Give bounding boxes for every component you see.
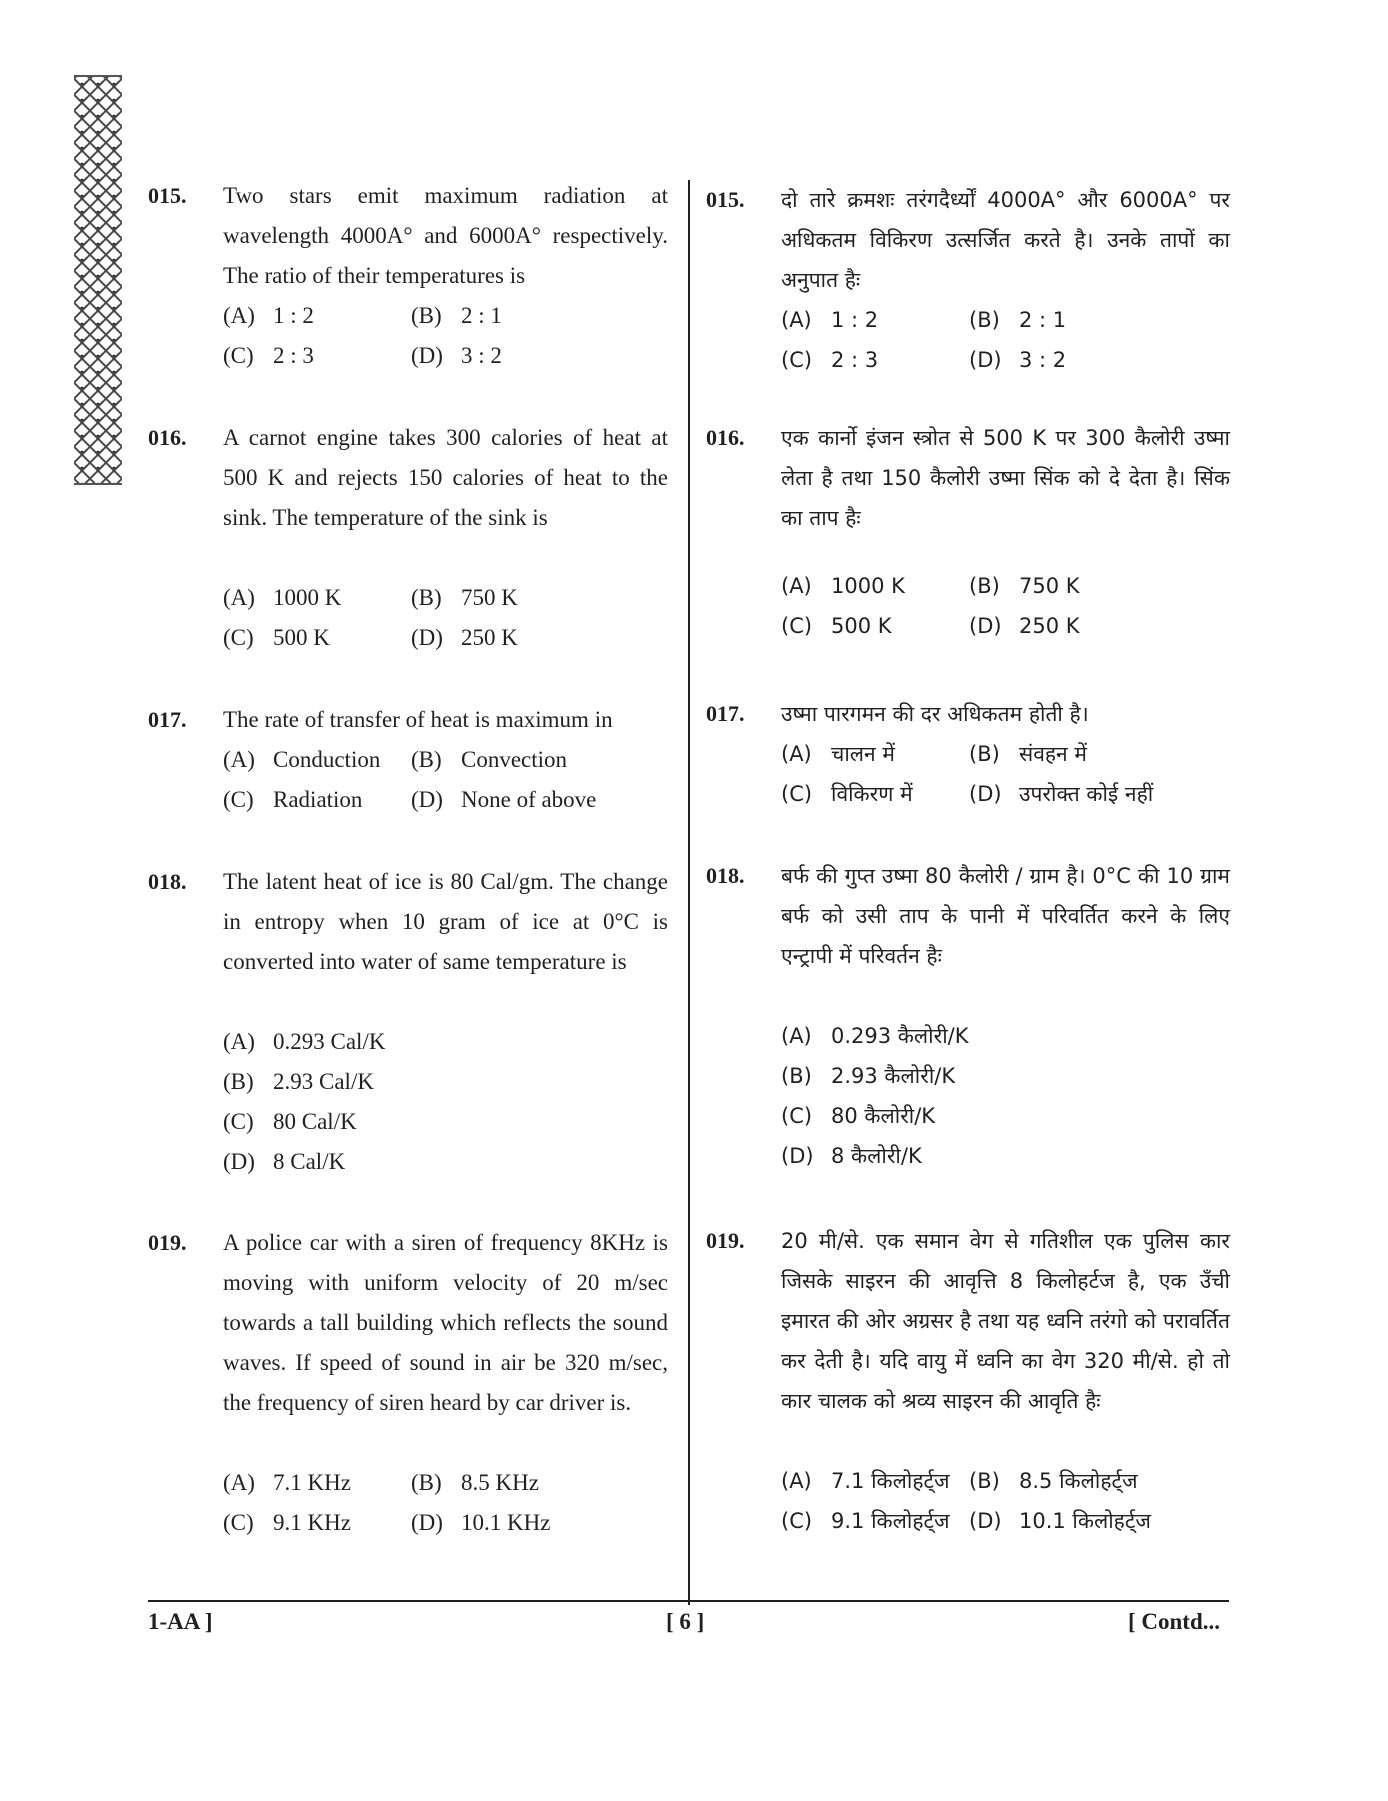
option-c: (C) 80 कैलोरी/K [781,1104,936,1128]
option-c: (C) विकिरण में [781,782,913,806]
question-number: 017. [706,701,745,726]
question-text: The rate of transfer of heat is maximum in [223,707,613,732]
options [781,1461,1230,1541]
question-number: 016. [706,425,745,450]
option-a: (A) चालन में [781,742,895,766]
option-b: (B) 2.93 कैलोरी/K [781,1064,956,1088]
question-number: 016. [148,425,187,450]
question-text: A police car with a siren of frequency 8KHz is moving with uniform velocity of 20 m/sec towards a tall building which reflects the sound waves. If speed of sound in air be 320 m/sec, the frequency of siren heard by car driver is. [223,1230,668,1415]
option-a: (A) 1 : 2 [781,308,879,332]
option-b: (B) Convection [411,747,568,772]
option-c: (C) 9.1 किलोहर्ट्ज [781,1509,950,1533]
option-a: (A) 1000 K [781,574,905,598]
option-a: (A) Conduction [223,747,381,772]
option-b: (B) 8.5 किलोहर्ट्ज [969,1469,1138,1493]
option-b: (B) 2.93 Cal/K [223,1069,374,1094]
option-d: (D) 250 K [411,625,518,650]
question-text: Two stars emit maximum radiation at wavelength 4000A° and 6000A° respectively. The ratio of their temperatures is [223,183,668,288]
question-number: 018. [706,863,745,888]
option-a: (A) 0.293 कैलोरी/K [781,1024,969,1048]
question-number: 018. [148,869,187,894]
options [223,296,668,376]
question-text: उष्मा पारगमन की दर अधिकतम होती है। [781,702,1089,726]
option-d: (D) 8 Cal/K [223,1149,346,1174]
option-d: (D) उपरोक्त कोई नहीं [969,782,1154,806]
question-text: The latent heat of ice is 80 Cal/gm. The change in entropy when 10 gram of ice at 0°C is converted into water of same temperature is [223,869,668,974]
question-text: 20 मी/से. एक समान वेग से गतिशील एक पुलिस कार जिसके साइरन की आवृत्ति 8 किलोहर्टज है, एक उँची इमारत की ओर अग्रसर है तथा यह ध्वनि तरंगो को परावर्तित कर देती है। यदि वायु में ध्वनि का वेग 320 मी/से. हो तो कार चालक को श्रव्य साइरन की आवृति हैः [781,1229,1230,1413]
question-text: A carnot engine takes 300 calories of heat at 500 K and rejects 150 calories of heat to the sink. The temperature of the sink is [223,425,668,530]
option-b: (B) 750 K [969,574,1080,598]
question-number: 017. [148,707,187,732]
question-number: 015. [148,183,187,208]
option-c: (C) 2 : 3 [223,343,314,368]
option-c: (C) 500 K [781,614,892,638]
option-d: (D) 10.1 KHz [411,1510,551,1535]
option-b: (B) 2 : 1 [411,303,502,328]
options [781,734,1230,814]
option-a: (A) 1 : 2 [223,303,314,328]
option-b: (B) 2 : 1 [969,308,1067,332]
options [223,578,668,658]
option-c: (C) 9.1 KHz [223,1510,351,1535]
options [223,740,668,820]
column-divider [688,180,690,1605]
option-c: (C) 2 : 3 [781,348,879,372]
option-d: (D) None of above [411,787,597,812]
option-d: (D) 3 : 2 [969,348,1067,372]
question-number: 019. [706,1228,745,1253]
question-number: 015. [706,187,745,212]
option-d: (D) 250 K [969,614,1080,638]
page-number: [ 6 ] [666,1609,705,1634]
option-b: (B) संवहन में [969,742,1087,766]
option-d: (D) 8 कैलोरी/K [781,1144,922,1168]
option-a: (A) 7.1 किलोहर्ट्ज [781,1469,950,1493]
continued-label: [ Contd... [1128,1609,1221,1634]
option-a: (A) 0.293 Cal/K [223,1029,386,1054]
option-c: (C) 80 Cal/K [223,1109,357,1134]
option-c: (C) Radiation [223,787,363,812]
options [781,1016,1230,1176]
question-text: एक कार्नो इंजन स्त्रोत से 500 K पर 300 कैलोरी उष्मा लेता है तथा 150 कैलोरी उष्मा सिंक को दे देता है। सिंक का ताप हैः [781,426,1230,530]
options [223,1022,668,1182]
question-text: बर्फ की गुप्त उष्मा 80 कैलोरी / ग्राम है। 0°C की 10 ग्राम बर्फ को उसी ताप के पानी में परिवर्तित करने के लिए एन्ट्रापी में परिवर्तन हैः [781,864,1230,968]
question-text: दो तारे क्रमशः तरंगदैर्ध्यों 4000A° और 6000A° पर अधिकतम विकिरण उत्सर्जित करते है। उनके तापों का अनुपात हैः [781,188,1230,292]
options [781,300,1230,380]
options [781,566,1230,646]
option-a: (A) 1000 K [223,585,342,610]
option-b: (B) 8.5 KHz [411,1470,539,1495]
options [223,1463,668,1543]
option-d: (D) 3 : 2 [411,343,502,368]
footer-rule [148,1600,1229,1602]
paper-code: 1-AA ] [148,1609,213,1634]
decorative-pattern-strip [74,75,122,485]
option-c: (C) 500 K [223,625,330,650]
option-d: (D) 10.1 किलोहर्ट्ज [969,1509,1151,1533]
question-number: 019. [148,1230,187,1255]
option-a: (A) 7.1 KHz [223,1470,351,1495]
option-b: (B) 750 K [411,585,518,610]
